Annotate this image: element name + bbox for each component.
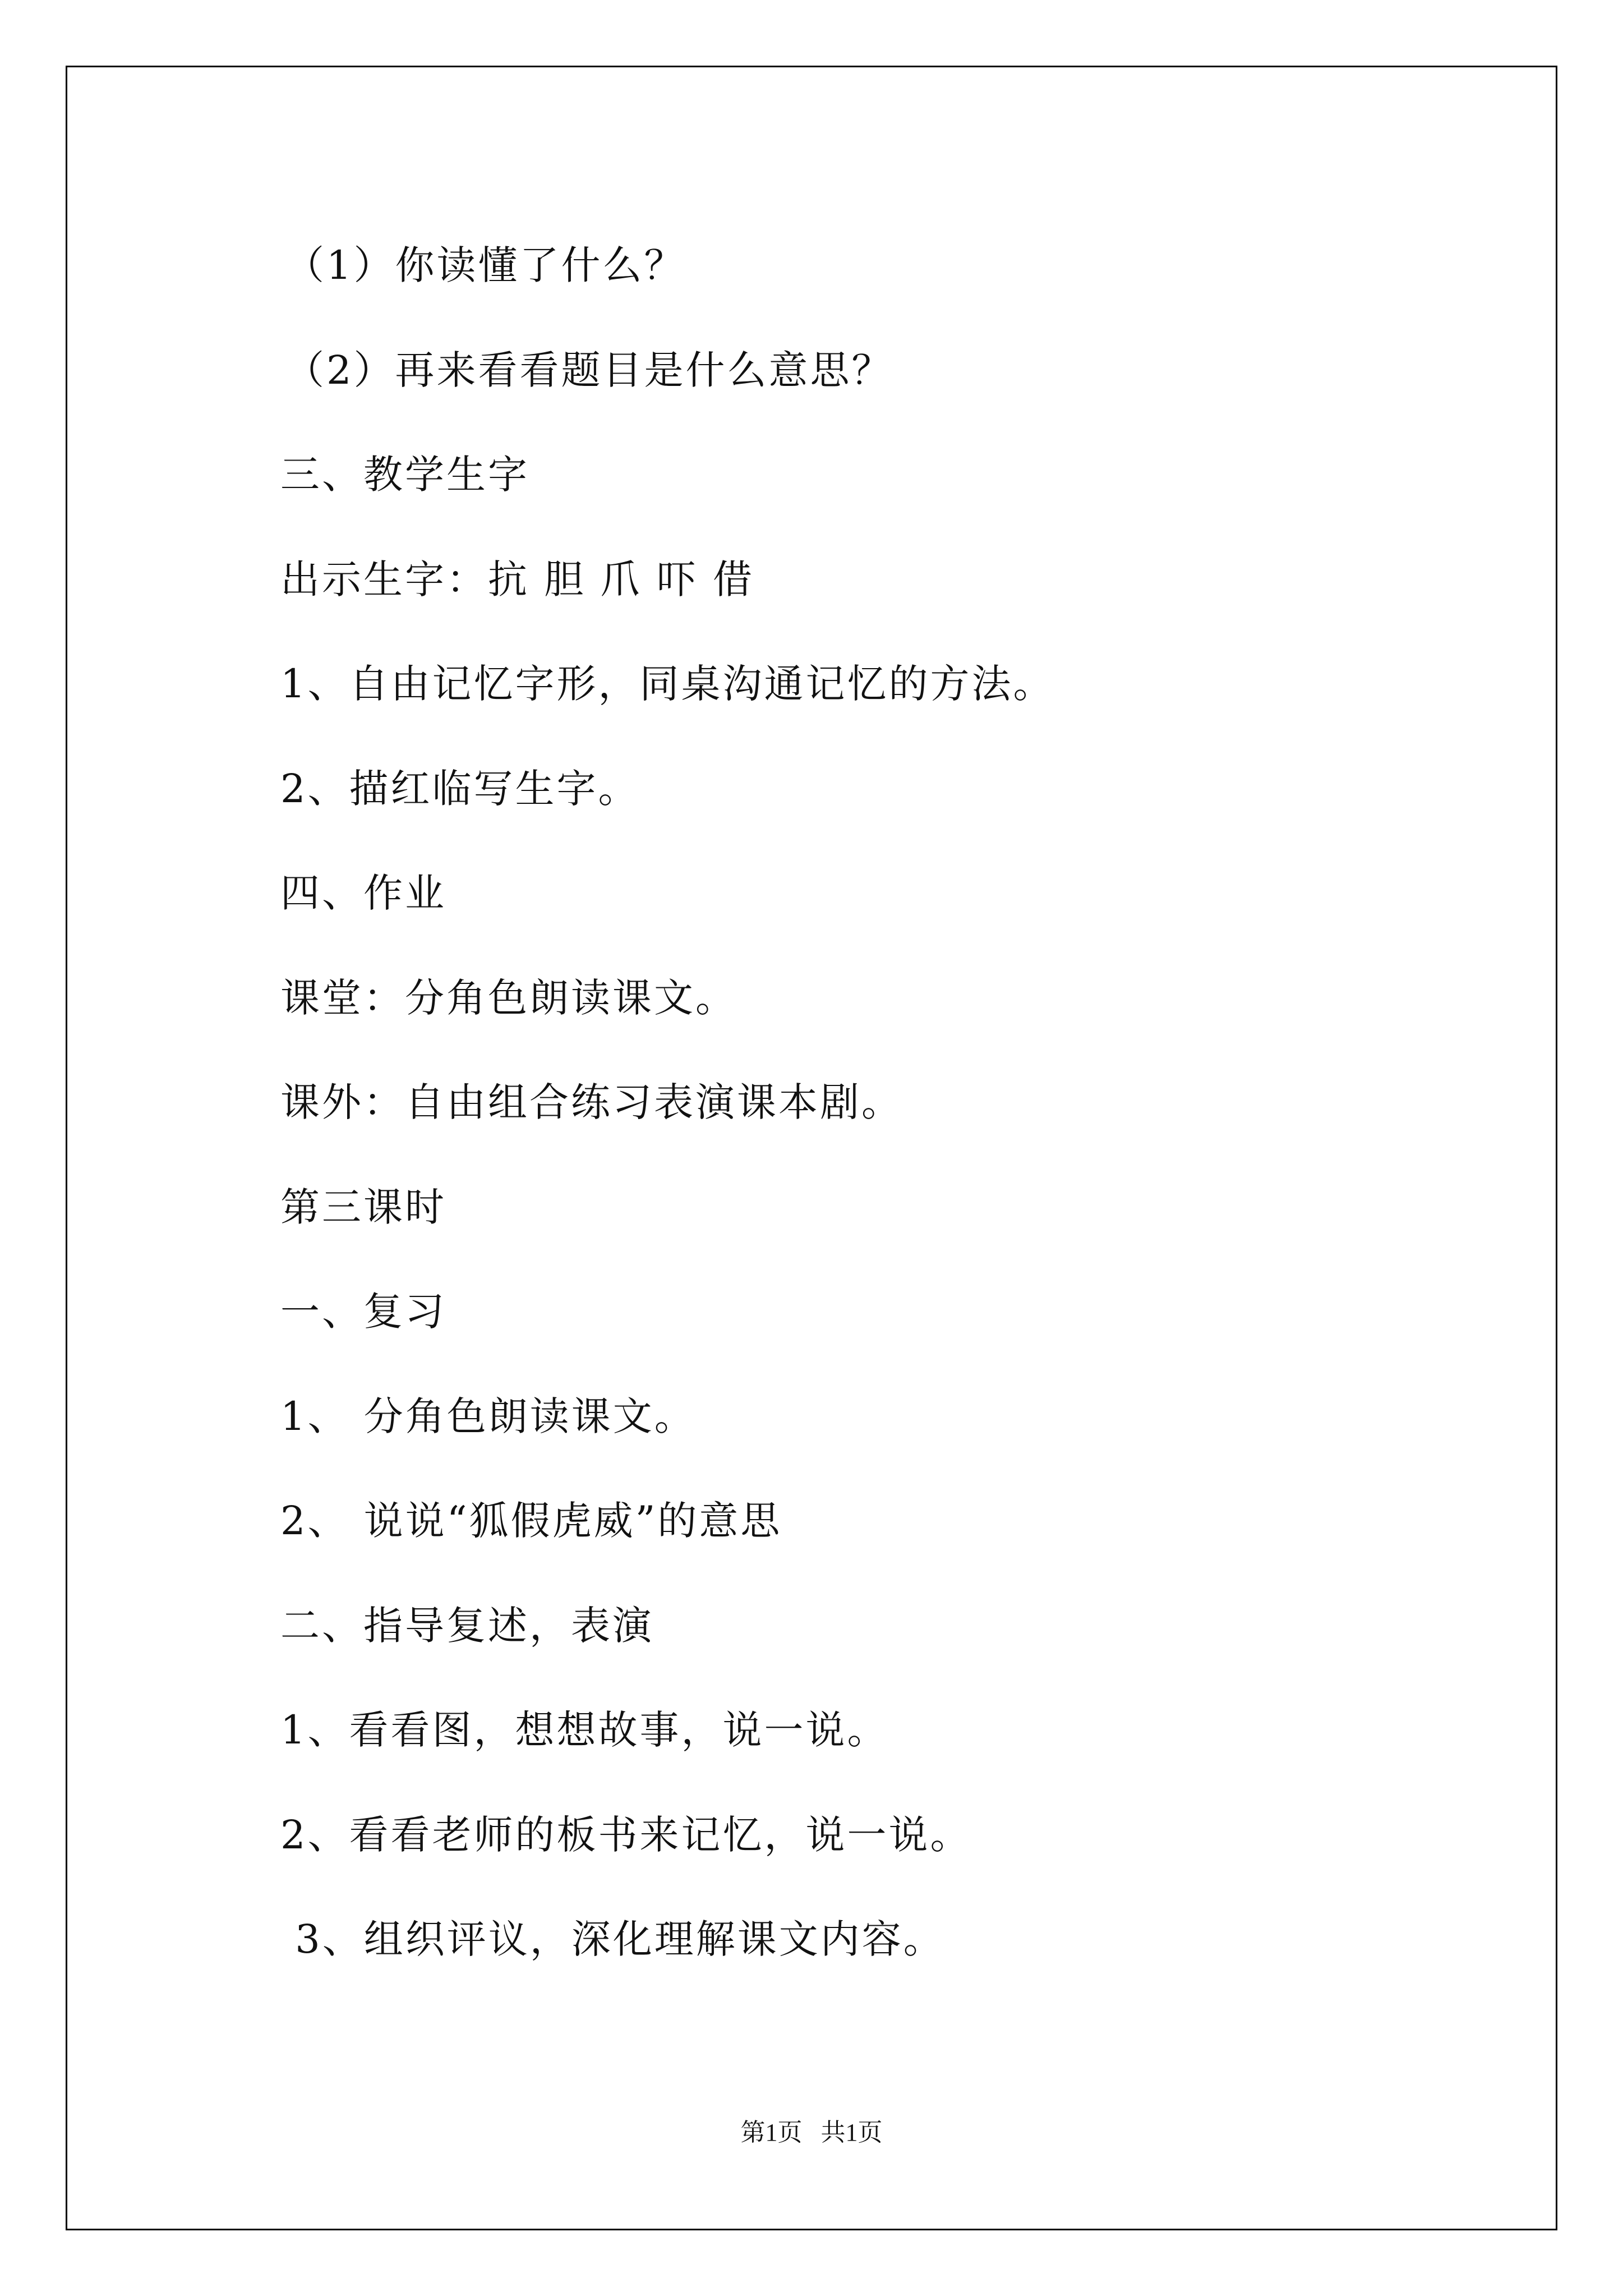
document-body	[280, 213, 1486, 1992]
page-footer: 第1页 共1页	[740, 2119, 883, 2146]
section-heading: 一、复习	[280, 1289, 446, 1335]
text-line: （1）你读懂了什么？	[285, 242, 686, 288]
text-line: 出示生字：抗 胆 爪 吓 借	[280, 556, 755, 602]
text-line: 1、看看图，想想故事，说一说。	[280, 1707, 889, 1753]
text-line: 1、 分角色朗读课文。	[280, 1393, 696, 1439]
text-line: 2、 说说“狐假虎威”的意思	[280, 1498, 782, 1544]
text-line: 课外：自由组合练习表演课本剧。	[280, 1079, 903, 1125]
text-line: 1、自由记忆字形，同桌沟通记忆的方法。	[280, 661, 1055, 707]
text-line: 2、看看老师的板书来记忆，说一说。	[280, 1811, 972, 1858]
text-line: 3、组织评议，深化理解课文内容。	[280, 1916, 945, 1962]
text-line: 2、描红临写生字。	[280, 765, 640, 812]
section-heading: 二、指导复述，表演	[280, 1602, 654, 1649]
text-line: 课堂：分角色朗读课文。	[280, 974, 737, 1021]
text-line: （2）再来看看题目是什么意思？	[285, 347, 893, 393]
section-heading: 四、作业	[280, 870, 446, 916]
lesson-heading: 第三课时	[280, 1184, 446, 1230]
section-heading: 三、教学生字	[280, 452, 529, 498]
